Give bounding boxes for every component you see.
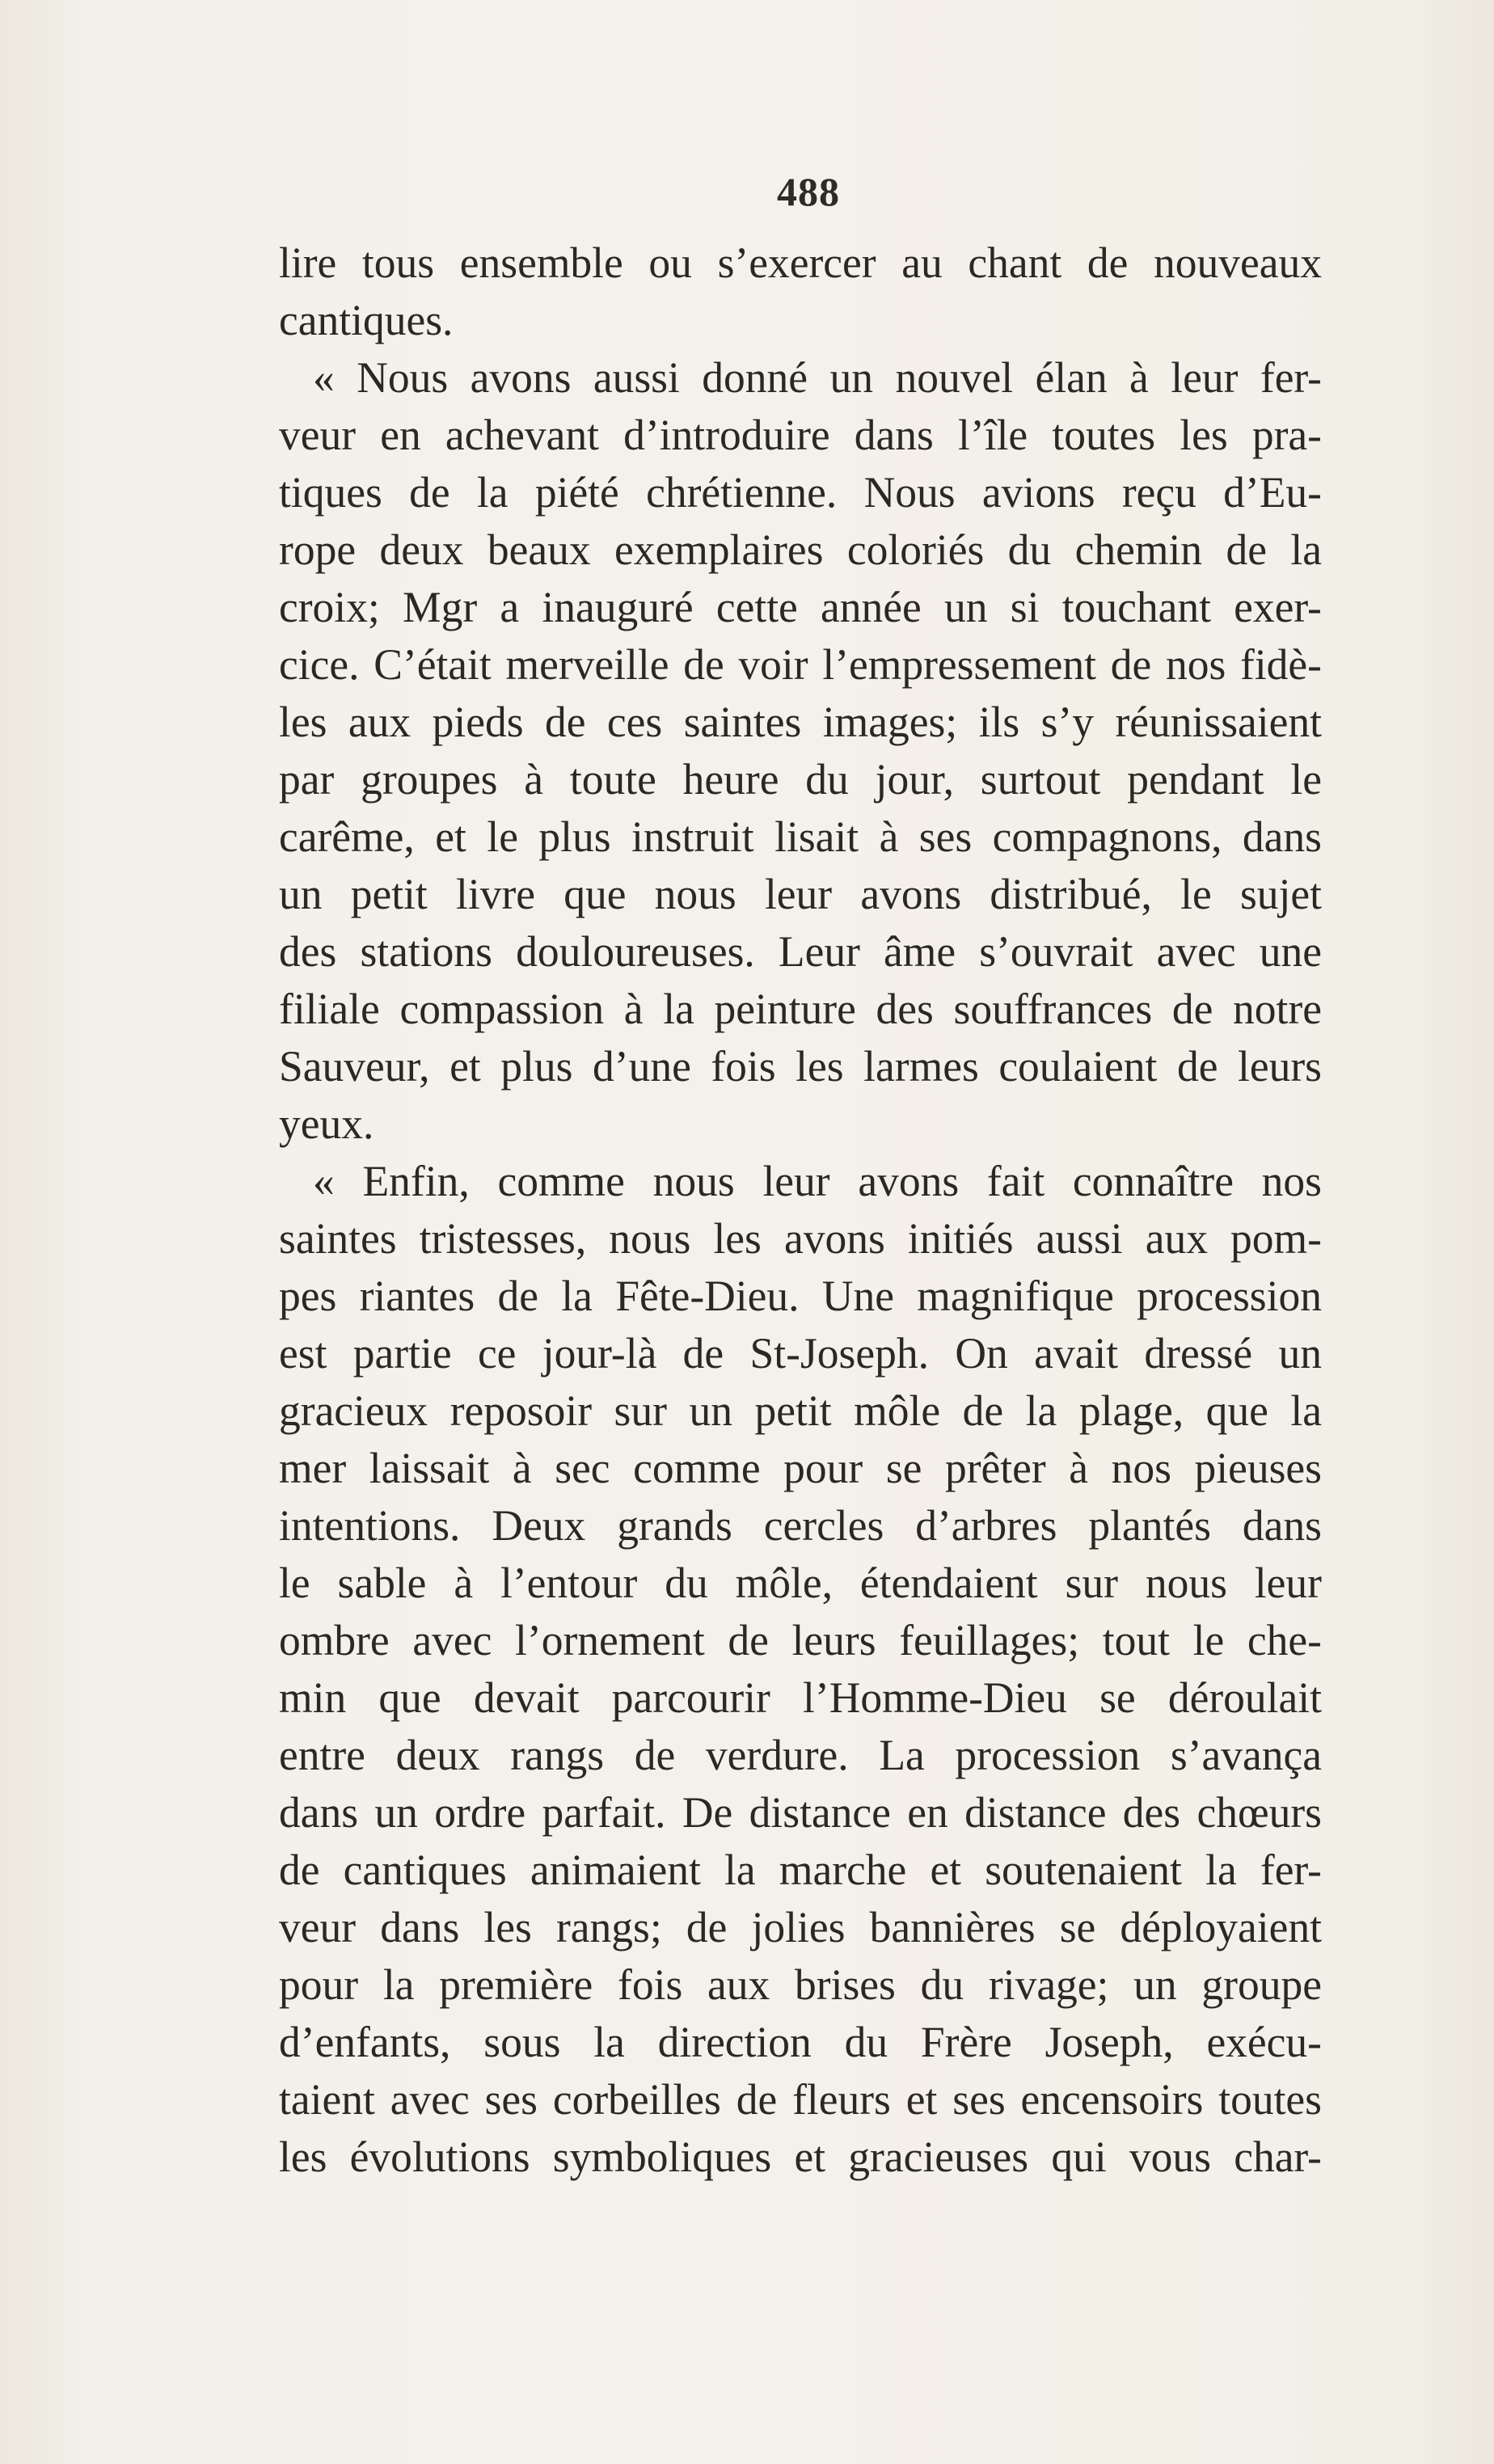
text-line: des stations douloureuses. Leur âme s’ouvrait avec une	[279, 927, 1322, 976]
text-line: veur en achevant d’introduire dans l’île toutes les pra-	[279, 411, 1322, 459]
text-line: est partie ce jour-là de St-Joseph. On avait dressé un	[279, 1329, 1322, 1378]
text-line: le sable à l’entour du môle, étendaient sur nous leur	[279, 1559, 1322, 1607]
text-line: mer laissait à sec comme pour se prêter à nos pieuses	[279, 1444, 1322, 1492]
text-line: tiques de la piété chrétienne. Nous avions reçu d’Eu-	[279, 468, 1322, 517]
text-line: dans un ordre parfait. De distance en distance des chœurs	[279, 1788, 1322, 1837]
text-line: de cantiques animaient la marche et soutenaient la fer-	[279, 1846, 1322, 1894]
text-line: les aux pieds de ces saintes images; ils s’y réunissaient	[279, 698, 1322, 746]
text-line: pes riantes de la Fête-Dieu. Une magnifique procession	[279, 1272, 1322, 1320]
text-line: lire tous ensemble ou s’exercer au chant de nouveaux	[279, 238, 1322, 287]
text-line: cice. C’était merveille de voir l’empressement de nos fidè-	[279, 640, 1322, 689]
text-line: veur dans les rangs; de jolies bannières se déployaient	[279, 1903, 1322, 1951]
text-line: croix; Mgr a inauguré cette année un si touchant exer-	[279, 583, 1322, 631]
text-line: ombre avec l’ornement de leurs feuillages; tout le che-	[279, 1616, 1322, 1664]
text-line: d’enfants, sous la direction du Frère Joseph, exécu-	[279, 2018, 1322, 2066]
page-number: 488	[777, 169, 840, 214]
text-line: « Enfin, comme nous leur avons fait connaître nos	[313, 1157, 1322, 1205]
text-line: taient avec ses corbeilles de fleurs et ses encensoirs toutes	[279, 2075, 1322, 2124]
text-line: min que devait parcourir l’Homme-Dieu se déroulait	[279, 1673, 1322, 1722]
text-line: les évolutions symboliques et gracieuses qui vous char-	[279, 2133, 1322, 2181]
text-line: cantiques.	[279, 296, 454, 344]
text-line: yeux.	[279, 1099, 374, 1148]
text-line: gracieux reposoir sur un petit môle de la plage, que la	[279, 1386, 1322, 1435]
text-line: pour la première fois aux brises du rivage; un groupe	[279, 1960, 1322, 2009]
text-line: un petit livre que nous leur avons distribué, le sujet	[279, 870, 1322, 918]
text-line: rope deux beaux exemplaires coloriés du chemin de la	[279, 525, 1322, 574]
text-line: carême, et le plus instruit lisait à ses compagnons, dans	[279, 812, 1322, 861]
text-line: intentions. Deux grands cercles d’arbres plantés dans	[279, 1501, 1322, 1550]
text-line: par groupes à toute heure du jour, surtout pendant le	[279, 755, 1322, 804]
body-text	[279, 234, 1322, 2186]
text-line: entre deux rangs de verdure. La procession s’avança	[279, 1731, 1322, 1779]
text-line: saintes tristesses, nous les avons initiés aussi aux pom-	[279, 1214, 1322, 1263]
text-line: Sauveur, et plus d’une fois les larmes coulaient de leurs	[279, 1042, 1322, 1091]
text-line: « Nous avons aussi donné un nouvel élan à leur fer-	[313, 353, 1322, 402]
text-line: filiale compassion à la peinture des souffrances de notre	[279, 985, 1322, 1033]
